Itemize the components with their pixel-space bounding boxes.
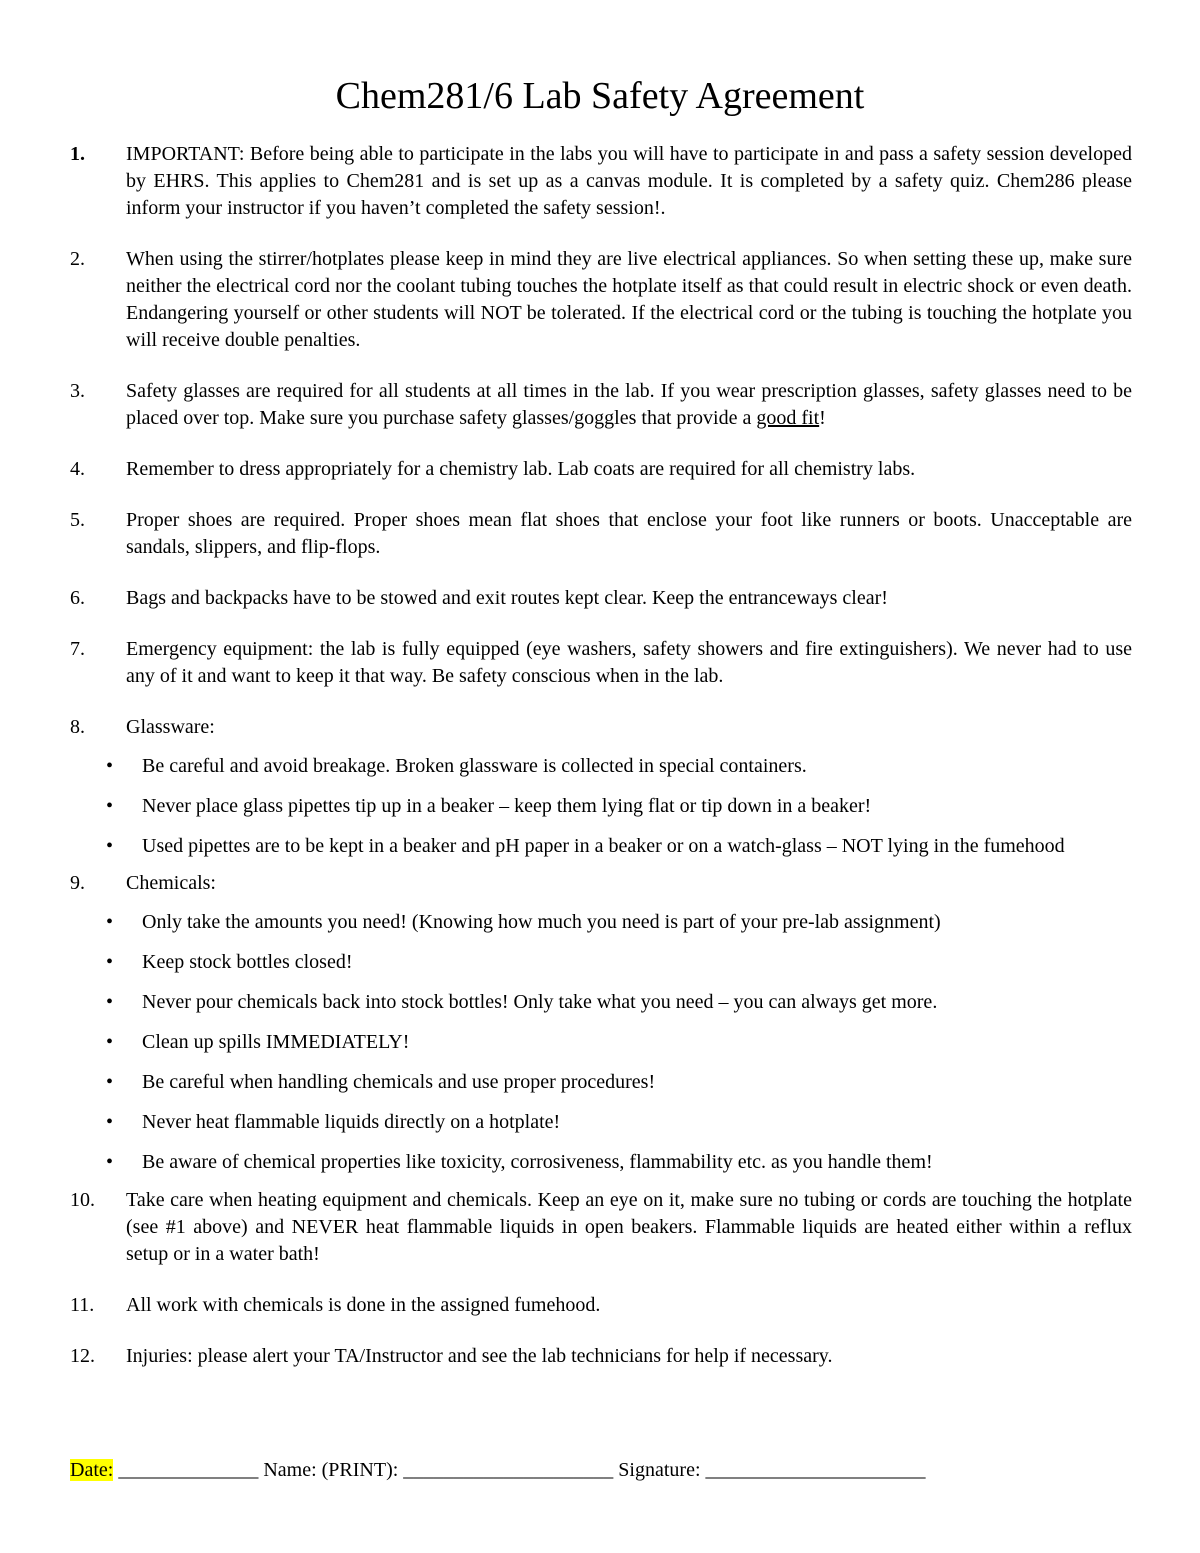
date-label: Date: (70, 1459, 114, 1481)
list-item (70, 1187, 1132, 1268)
list-item (70, 507, 1132, 561)
signature-label: Signature: (618, 1459, 701, 1481)
name-field[interactable]: _____________________ (398, 1459, 619, 1481)
bullet-icon: • (106, 911, 114, 933)
list-item (70, 585, 1132, 612)
bullet-item (70, 949, 1132, 976)
item-number: 11. (70, 1294, 95, 1316)
bullet-text: Clean up spills IMMEDIATELY! (142, 1031, 410, 1053)
bullet-icon: • (106, 755, 114, 777)
item-number: 12. (70, 1345, 95, 1367)
bullet-icon: • (106, 795, 114, 817)
item-text: Remember to dress appropriately for a chemistry lab. Lab coats are required for all chemistry labs. (126, 458, 916, 480)
list-item (70, 378, 1132, 432)
item-text: All work with chemicals is done in the assigned fumehood. (126, 1294, 601, 1316)
bullet-item (70, 793, 1132, 820)
item-number: 8. (70, 716, 85, 738)
list-item (70, 141, 1132, 222)
item-number: 3. (70, 380, 85, 402)
item-text: IMPORTANT: Before being able to participate in the labs you will have to participate in and pass a safety session developed by EHRS. This applies to Chem281 and is set up as a canvas module. It is completed by a safety quiz. Chem286 please inform your instructor if you haven’t completed the safety session!. (126, 143, 1132, 219)
page-title: Chem281/6 Lab Safety Agreement (335, 75, 865, 117)
item-number: 5. (70, 509, 85, 531)
item-number: 9. (70, 872, 85, 894)
list-item (70, 714, 1132, 741)
item-number: 6. (70, 587, 85, 609)
bullet-item (70, 1029, 1132, 1056)
item-number: 4. (70, 458, 85, 480)
bullet-item (70, 833, 1132, 860)
list-item (70, 870, 1132, 897)
list-item (70, 636, 1132, 690)
bullet-text: Be careful and avoid breakage. Broken glassware is collected in special containers. (142, 755, 807, 777)
item-number: 2. (70, 248, 85, 270)
bullet-icon: • (106, 1151, 114, 1173)
bullet-icon: • (106, 951, 114, 973)
item-number: 10. (70, 1189, 95, 1211)
item-text: When using the stirrer/hotplates please keep in mind they are live electrical appliances. So when setting these up, make sure neither the electrical cord nor the coolant tubing touches the hotplate itself as that could result in electric shock or even death. Endangering yourself or other students will NOT be tolerated. If the electrical cord or the tubing is touching the hotplate you will receive double penalties. (126, 248, 1132, 351)
bullet-text: Never pour chemicals back into stock bottles! Only take what you need – you can always get more. (142, 991, 938, 1013)
item-text: Emergency equipment: the lab is fully equipped (eye washers, safety showers and fire extinguishers). We never had to use any of it and want to keep it that way. Be safety conscious when in the lab. (126, 638, 1132, 687)
bullet-icon: • (106, 1031, 114, 1053)
bullet-text: Only take the amounts you need! (Knowing how much you need is part of your pre-lab assignment) (142, 911, 941, 933)
bullet-text: Keep stock bottles closed! (142, 951, 353, 973)
item-text: Glassware: (126, 716, 215, 738)
item-text-end: ! (819, 407, 826, 429)
list-item (70, 1292, 1132, 1319)
bullet-icon: • (106, 835, 114, 857)
rules-list (70, 141, 1132, 1370)
bullet-item (70, 1069, 1132, 1096)
bullet-text: Be careful when handling chemicals and use proper procedures! (142, 1071, 656, 1093)
bullet-item (70, 989, 1132, 1016)
item-text: Proper shoes are required. Proper shoes mean flat shoes that enclose your foot like runners or boots. Unacceptable are sandals, slippers, and flip-flops. (126, 509, 1132, 558)
bullet-text: Be aware of chemical properties like toxicity, corrosiveness, flammability etc. as you handle them! (142, 1151, 933, 1173)
bullet-item (70, 1109, 1132, 1136)
item-text: Take care when heating equipment and chemicals. Keep an eye on it, make sure no tubing or cords are touching the hotplate (see #1 above) and NEVER heat flammable liquids in open beakers. Flammable liquids are heated either within a reflux setup or in a water bath! (126, 1189, 1132, 1265)
list-item (70, 1343, 1132, 1370)
item-text: Bags and backpacks have to be stowed and exit routes kept clear. Keep the entranceways clear! (126, 587, 888, 609)
bullet-item (70, 1149, 1132, 1176)
item-number: 7. (70, 638, 85, 660)
bullet-item (70, 753, 1132, 780)
list-item (70, 246, 1132, 354)
bullet-icon: • (106, 1071, 114, 1093)
date-field[interactable]: ______________ (113, 1459, 264, 1481)
bullet-item (70, 909, 1132, 936)
bullet-text: Never heat flammable liquids directly on a hotplate! (142, 1111, 561, 1133)
signature-field[interactable]: ______________________ (700, 1459, 926, 1481)
bullet-text: Used pipettes are to be kept in a beaker and pH paper in a beaker or on a watch-glass – NOT lying in the fumehood (142, 835, 1065, 857)
item-text: Chemicals: (126, 872, 216, 894)
item-text: Injuries: please alert your TA/Instructor and see the lab technicians for help if necessary. (126, 1345, 833, 1367)
item-text-underlined: good fit (756, 407, 820, 429)
name-label: Name: (PRINT): (263, 1459, 399, 1481)
bullet-icon: • (106, 1111, 114, 1133)
bullet-icon: • (106, 991, 114, 1013)
item-text: Safety glasses are required for all students at all times in the lab. If you wear prescription glasses, safety glasses need to be placed over top. Make sure you purchase safety glasses/goggles that provide a (126, 380, 1132, 429)
bullet-text: Never place glass pipettes tip up in a beaker – keep them lying flat or tip down in a beaker! (142, 795, 872, 817)
item-number: 1. (70, 143, 85, 165)
list-item (70, 456, 1132, 483)
signature-line (70, 1457, 926, 1484)
